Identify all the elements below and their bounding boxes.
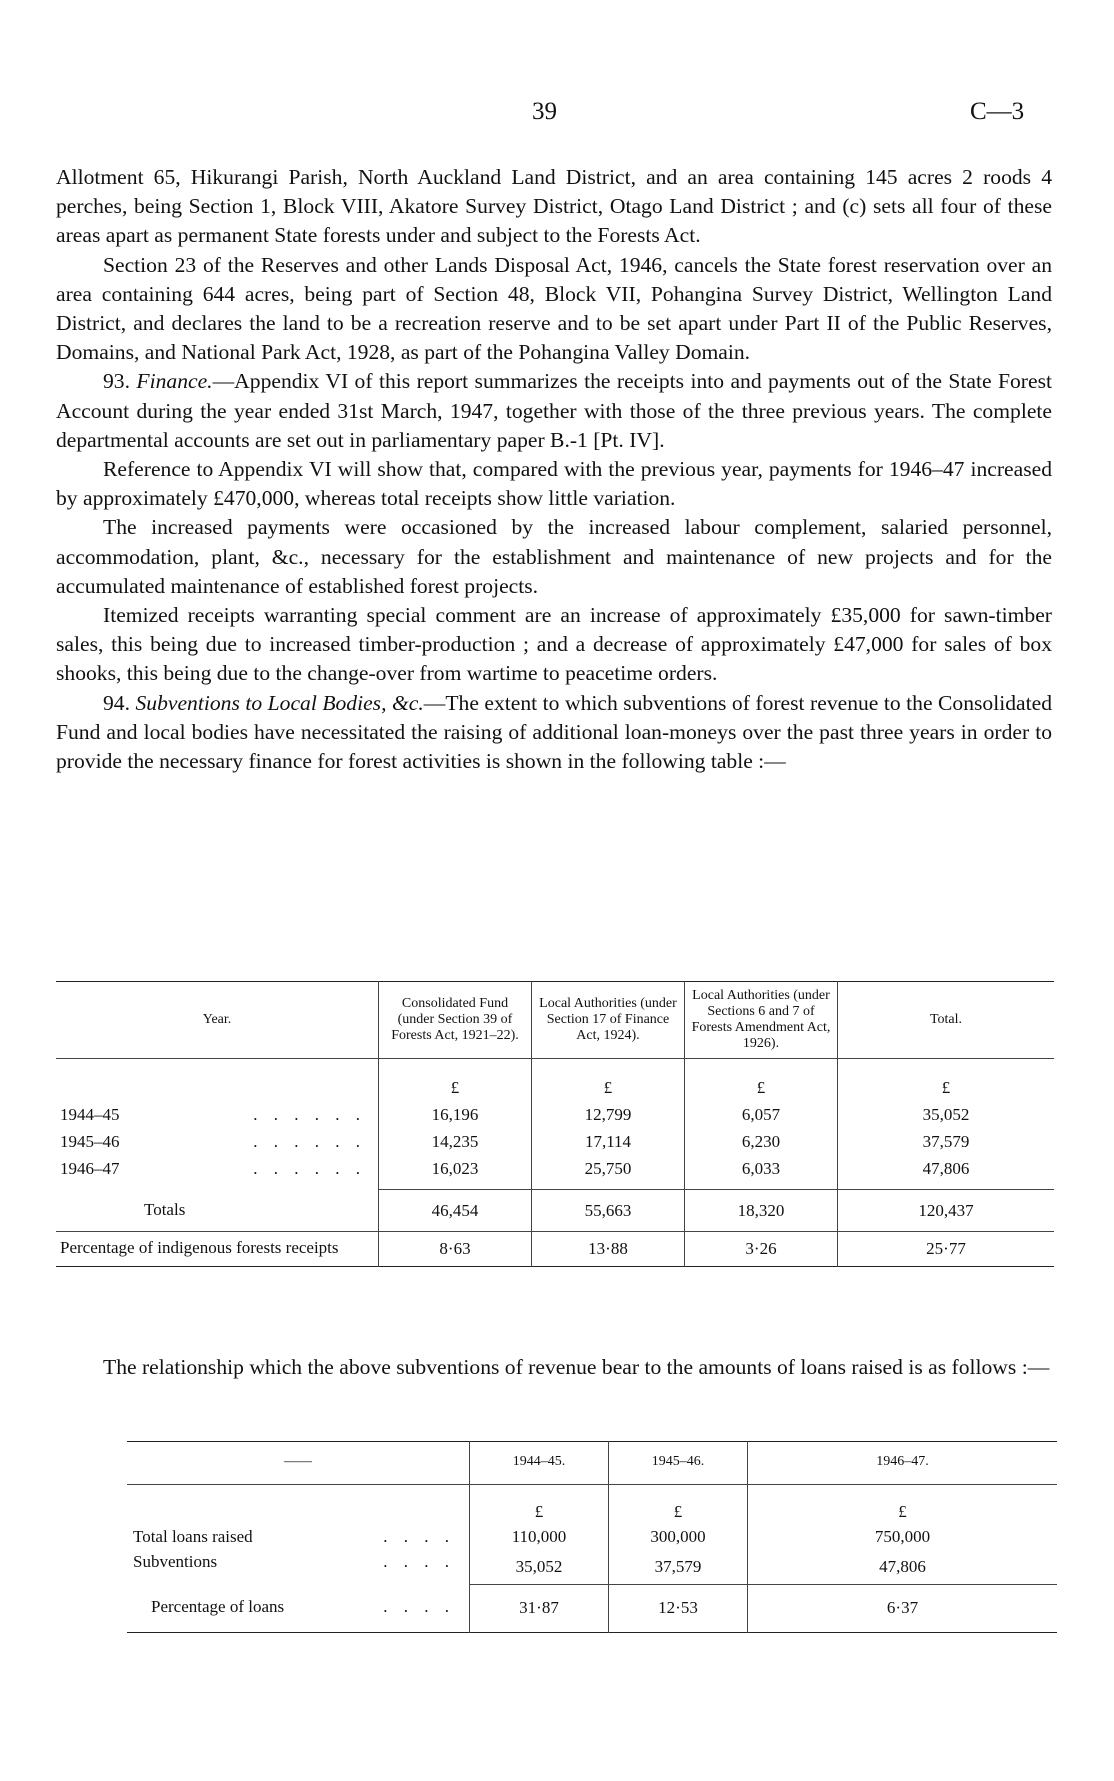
table-cell: 8·63 (379, 1231, 532, 1266)
currency-symbol: £ (532, 1059, 685, 1102)
page-number: 39 (532, 98, 557, 125)
paragraph-increased-payments: The increased payments were occasioned by the increased labour complement, salaried personnel, accommodation, plant, &c., necessary for the establishment and maintenance of new projects and for the accumulated maintenance of established forest projects. (56, 515, 1052, 598)
table-cell: 16,196 (379, 1101, 532, 1128)
column-header-local-authorities-1926: Local Authorities (under Sections 6 and 7 of Forests Amendment Act, 1926). (685, 982, 838, 1059)
totals-row (56, 1189, 1054, 1231)
paragraph-text: —The extent to which subventions of forest revenue to the Consolidated Fund and local bodies have necessitated the raising of additional loan-moneys over the past three years in order to provide the necessary finance for forest activities is shown in the following table :— (56, 690, 1052, 774)
paragraph-relationship: The relationship which the above subventions of revenue bear to the amounts of loans raised is as follows :— (103, 1355, 1050, 1379)
paragraph-number: 93. (103, 369, 130, 394)
column-header-local-authorities-1924: Local Authorities (under Section 17 of Finance Act, 1924). (532, 982, 685, 1059)
table-cell: 12,799 (532, 1101, 685, 1128)
paragraph-appendix-reference: Reference to Appendix VI will show that, compared with the previous year, payments for 1946–47 increased by approximately £470,000, whereas total receipts show little variation. (56, 457, 1052, 511)
table-cell: 25,750 (532, 1155, 685, 1189)
column-header-year: Year. (202, 1012, 232, 1027)
table-row (127, 1524, 1057, 1549)
totals-label: Totals (144, 1200, 186, 1219)
table-cell: 37,579 (838, 1128, 1055, 1155)
percentage-row (127, 1584, 1057, 1632)
table-row (127, 1549, 1057, 1584)
leader-dots: . . . . (383, 1552, 455, 1571)
leader-dots: . . . . . . (253, 1159, 366, 1178)
column-header-1945-46: 1945–46. (609, 1442, 748, 1485)
table-cell: 6·37 (748, 1584, 1058, 1632)
column-header-1944-45: 1944–45. (470, 1442, 609, 1485)
paragraph-itemized-receipts: Itemized receipts warranting special comment are an increase of approximately £35,000 for sawn-timber sales, this being due to increased timber-production ; and a decrease of approximately £47,000 for sales of box shooks, this being due to the change-over from wartime to peacetime orders. (56, 603, 1052, 686)
table-row (56, 1155, 1054, 1189)
currency-label-spacer (127, 1485, 470, 1525)
table-cell: 3·26 (685, 1231, 838, 1266)
loans-table (127, 1441, 1057, 1633)
year-label: 1946–47 (60, 1159, 120, 1178)
row-label (127, 1524, 470, 1549)
currency-symbol: £ (685, 1059, 838, 1102)
paragraph-number: 94. (103, 690, 130, 715)
table-row (56, 1128, 1054, 1155)
table-cell: 120,437 (838, 1189, 1055, 1231)
leader-dots: . . . . (383, 1527, 455, 1546)
table-cell: 35,052 (470, 1549, 609, 1584)
body-text (56, 163, 1052, 776)
table-cell: 25·77 (838, 1231, 1055, 1266)
table-cell: 6,057 (685, 1101, 838, 1128)
document-reference: C—3 (970, 98, 1025, 125)
currency-symbol: £ (470, 1485, 609, 1525)
table-cell: 35,052 (838, 1101, 1055, 1128)
row-label-text: Total loans raised (133, 1527, 253, 1546)
table-cell: 12·53 (609, 1584, 748, 1632)
table-row (56, 1101, 1054, 1128)
table-cell: 55,663 (532, 1189, 685, 1231)
table-cell: 110,000 (470, 1524, 609, 1549)
row-label-text: Subventions (133, 1552, 218, 1571)
paragraph-finance (56, 367, 1052, 455)
table-cell: 750,000 (748, 1524, 1058, 1549)
percentage-row (56, 1231, 1054, 1266)
currency-label-spacer (56, 1059, 379, 1102)
table-cell: 37,579 (609, 1549, 748, 1584)
currency-symbol: £ (379, 1059, 532, 1102)
year-label: 1945–46 (60, 1132, 120, 1151)
currency-symbol: £ (609, 1485, 748, 1525)
subventions-table (56, 981, 1054, 1267)
paragraph-subventions (56, 689, 1052, 777)
row-label (56, 1155, 379, 1189)
percentage-label: Percentage of loans (151, 1597, 285, 1617)
row-label (56, 1101, 379, 1128)
column-header-consolidated-fund: Consolidated Fund (under Section 39 of Forests Act, 1921–22). (379, 982, 532, 1059)
column-header-blank: —— (284, 1454, 312, 1469)
table-cell: 13·88 (532, 1231, 685, 1266)
paragraph-text: —Appendix VI of this report summarizes the receipts into and payments out of the State Forest Account during the year ended 31st March, 1947, together with those of the three previous years. The complete departmental accounts are set out in parliamentary paper B.-1 [Pt. IV]. (56, 369, 1052, 452)
year-label: 1944–45 (60, 1105, 120, 1124)
section-heading-finance: Finance. (136, 369, 213, 394)
paragraph-allotment: Allotment 65, Hikurangi Parish, North Auckland Land District, and an area containing 145 acres 2 roods 4 perches, being Section 1, Block VIII, Akatore Survey District, Otago Land District ; and (c) sets all four of these areas apart as permanent State forests under and subject to the Forests Act. (56, 165, 1052, 248)
table-cell: 6,033 (685, 1155, 838, 1189)
column-header-1946-47: 1946–47. (748, 1442, 1058, 1485)
percentage-label: Percentage of indigenous forests receipts (60, 1237, 339, 1257)
currency-symbol: £ (748, 1485, 1058, 1525)
column-header-total: Total. (838, 982, 1055, 1059)
section-heading-subventions: Subventions to Local Bodies, &c. (135, 690, 424, 715)
row-label (127, 1584, 470, 1632)
table-cell: 46,454 (379, 1189, 532, 1231)
leader-dots: . . . . . . (253, 1105, 366, 1124)
paragraph-section-23: Section 23 of the Reserves and other Lands Disposal Act, 1946, cancels the State forest reservation over an area containing 644 acres, being part of Section 48, Block VII, Pohangina Survey District, Wellington Land District, and declares the land to be a recreation reserve and to be set apart under Part II of the Public Reserves, Domains, and National Park Act, 1928, as part of the Pohangina Valley Domain. (56, 252, 1052, 365)
row-label (56, 1128, 379, 1155)
table-cell: 17,114 (532, 1128, 685, 1155)
table-cell: 6,230 (685, 1128, 838, 1155)
table-cell: 300,000 (609, 1524, 748, 1549)
table-cell: 16,023 (379, 1155, 532, 1189)
currency-symbol: £ (838, 1059, 1055, 1102)
table-cell: 18,320 (685, 1189, 838, 1231)
leader-dots: . . . . . . (253, 1132, 366, 1151)
table-cell: 47,806 (838, 1155, 1055, 1189)
leader-dots: . . . . (383, 1597, 455, 1617)
table-cell: 47,806 (748, 1549, 1058, 1584)
table-cell: 31·87 (470, 1584, 609, 1632)
table-cell: 14,235 (379, 1128, 532, 1155)
row-label (127, 1549, 470, 1584)
